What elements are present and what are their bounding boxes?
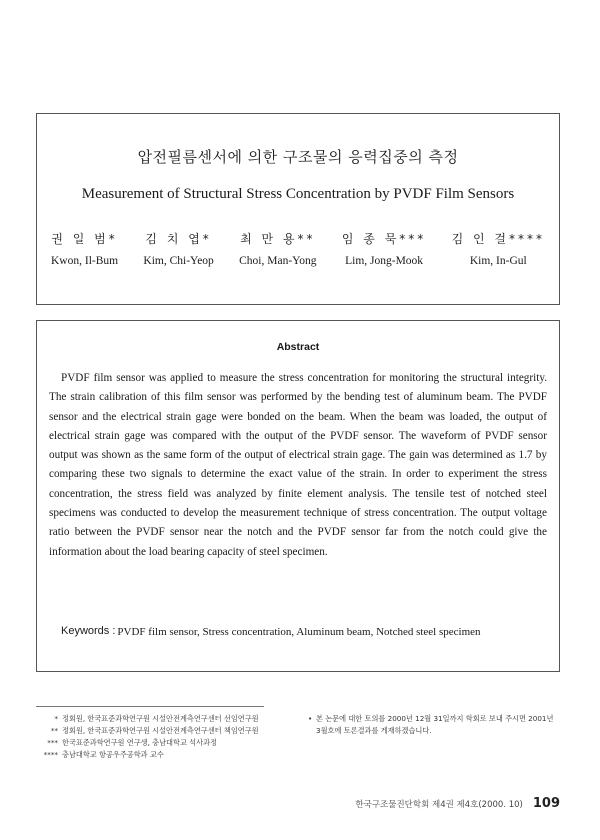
author-name-korean: 권 일 범* — [51, 232, 118, 246]
keywords-label: Keywords : — [61, 625, 116, 637]
abstract-body: PVDF film sensor was applied to measure the stress concentration for monitoring the structural integrity. The strain calibration of this film sensor was performed by the bending test of aluminum beam. The PVDF sensor and the electrical strain gage were bonded on the beam. When the beam was loaded, the output of electrical strain gage was compared with the output of the PVDF sensor. The waveform of PVDF sensor output was shown as the same form of the output of electrical strain gage. The gain was determined as 1.7 by comparing these two signals to determine the exact value of the strain. In order to experiment the stress concentration, the stress field was analyzed by finite element analysis. The tensile test of notched steel specimens was conducted to develop the measurement technique of stress concentration. The output voltage ratio between the PVDF sensor near the notch and the PVDF sensor far from the notch could give the information about the load bearing capacity of steel specimen. — [49, 372, 547, 558]
title-box — [36, 113, 560, 305]
author — [239, 230, 316, 267]
footnote-mark: * — [54, 714, 58, 723]
submission-note-row — [308, 713, 560, 737]
author — [51, 230, 118, 267]
abstract-heading: Abstract — [276, 341, 320, 353]
footnote-mark: *** — [47, 738, 58, 747]
footnote — [36, 749, 286, 761]
submission-note — [308, 713, 560, 737]
keywords — [61, 625, 547, 640]
footnote-text: 정회원, 한국표준과학연구원 시설안전계측연구센터 선임연구원 — [62, 714, 259, 723]
author-affiliation-footnotes — [36, 713, 286, 761]
author — [143, 230, 213, 267]
author-name-korean: 김 인 걸**** — [451, 232, 545, 246]
footnote-mark: **** — [43, 750, 58, 759]
footnote — [36, 713, 286, 725]
author-name-english: Kim, Chi-Yeop — [143, 255, 214, 267]
author-list — [51, 230, 545, 267]
author — [452, 230, 545, 267]
author-name-korean: 김 치 엽* — [145, 232, 212, 246]
footnote — [36, 725, 286, 737]
author-name-english: Choi, Man-Yong — [239, 255, 317, 267]
footnote-text: 충남대학교 항공우주공학과 교수 — [62, 750, 164, 759]
author-name-english: Lim, Jong-Mook — [345, 255, 424, 267]
footnote-divider — [36, 706, 264, 707]
author-name-english: Kim, In-Gul — [469, 255, 527, 267]
paper-title-korean: 압전필름센서에 의한 구조물의 응력집중의 측정 — [137, 148, 459, 166]
footnote — [36, 737, 286, 749]
journal-citation: 한국구조물진단학회 제4권 제4호(2000. 10) — [355, 800, 523, 810]
submission-note-text: 본 논문에 대한 토의를 2000년 12월 31일까지 학회로 보내 주시면 2001년 3월호에 토론결과를 게재하겠습니다. — [316, 714, 554, 735]
page-number: 109 — [532, 796, 560, 811]
keywords-text: PVDF film sensor, Stress concentration, Aluminum beam, Notched steel specimen — [117, 626, 481, 638]
footnote-text: 한국표준과학연구원 연구생, 충남대학교 석사과정 — [62, 738, 217, 747]
author-name-korean: 임 종 묵*** — [341, 232, 427, 246]
author-name-english: Kwon, Il-Bum — [51, 255, 119, 267]
author-name-korean: 최 만 용** — [240, 232, 316, 246]
footnote-text: 정회원, 한국표준과학연구원 시설안전계측연구센터 책임연구원 — [62, 726, 259, 735]
bullet-icon: • — [308, 714, 313, 723]
running-footer — [355, 796, 560, 811]
paper-title-english: Measurement of Structural Stress Concentration by PVDF Film Sensors — [81, 186, 515, 202]
footnote-mark: ** — [50, 726, 58, 735]
abstract-box — [36, 320, 560, 672]
author — [342, 230, 426, 267]
